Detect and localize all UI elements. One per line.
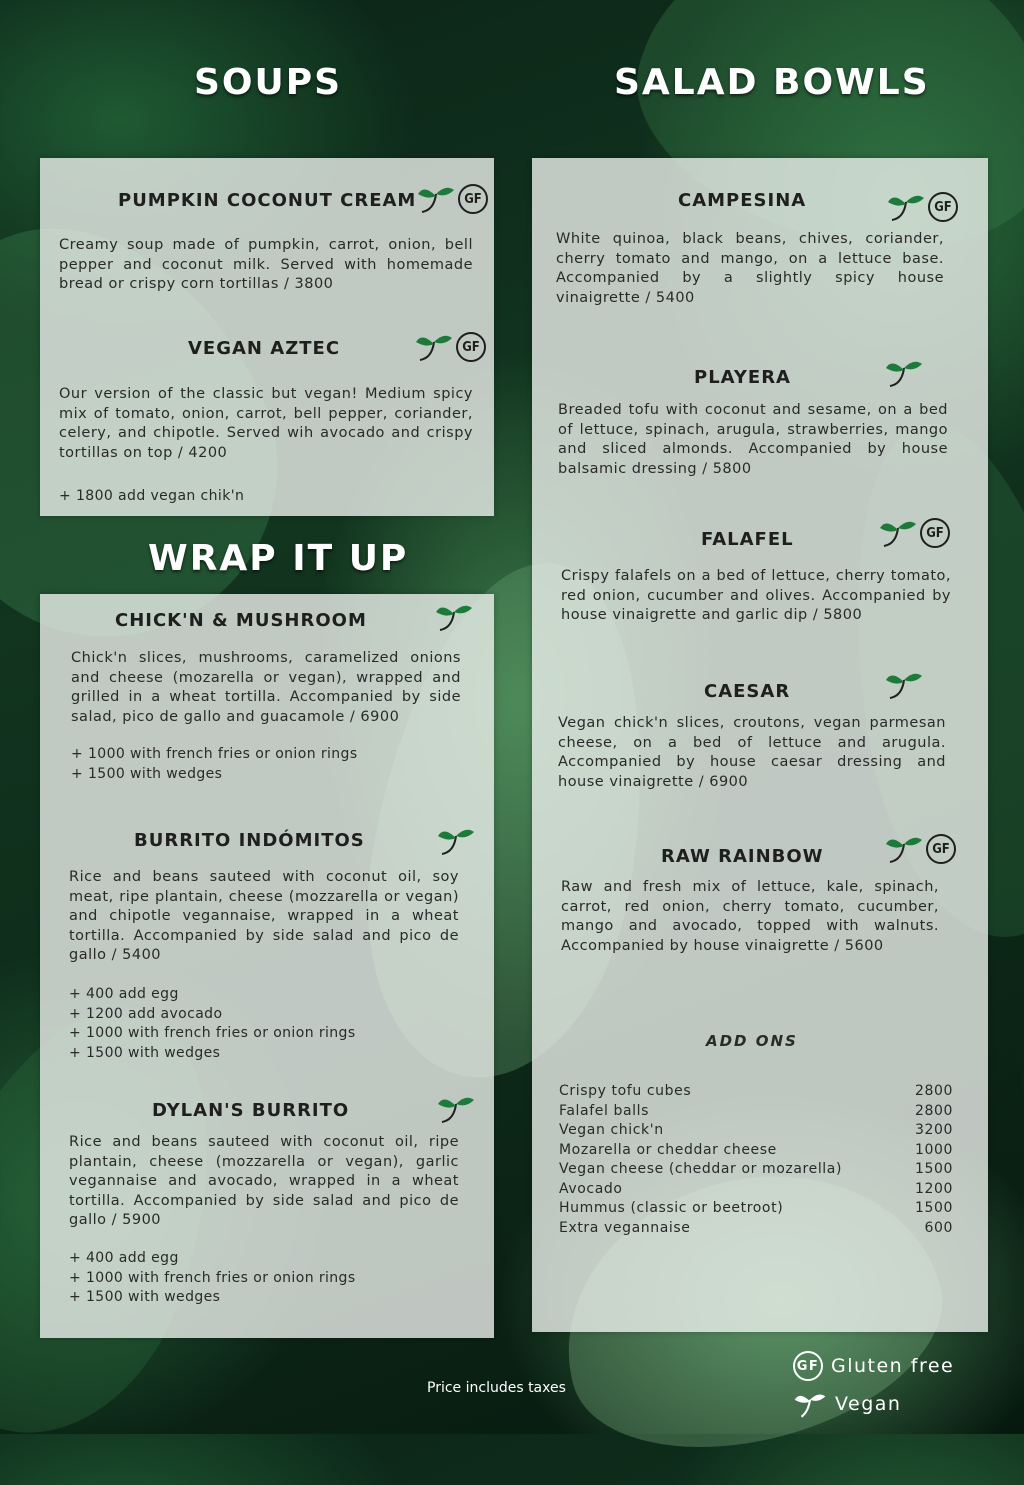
menu-item-extras bbox=[59, 487, 244, 507]
addon-price: 600 bbox=[924, 1219, 953, 1236]
wraps-panel bbox=[40, 594, 494, 1338]
salad-bowls-heading: SALAD BOWLS bbox=[614, 62, 930, 103]
addon-price: 3200 bbox=[914, 1122, 953, 1138]
wrap-it-up-heading: WRAP IT UP bbox=[148, 538, 409, 579]
menu-item-extras bbox=[69, 1249, 356, 1308]
extra-option: + 1000 with french fries or onion rings bbox=[69, 1025, 356, 1041]
menu-item-extras bbox=[69, 985, 356, 1063]
menu-item-title: FALAFEL bbox=[701, 529, 794, 550]
menu-item-description: Raw and fresh mix of lettuce, kale, spinach, carrot, red onion, cherry tomato, cucumber, mango and avocado, topped with walnuts. Accompanied by house vinaigrette / 5600 bbox=[561, 879, 939, 954]
sprout-icon bbox=[436, 1092, 476, 1126]
salad-bowls-panel bbox=[532, 158, 988, 1332]
addons-list bbox=[559, 1083, 953, 1243]
soups-panel bbox=[40, 158, 494, 516]
sprout-icon bbox=[884, 668, 924, 702]
item-badges bbox=[884, 832, 956, 866]
gluten-free-icon: GF bbox=[926, 834, 956, 864]
addon-price: 2800 bbox=[914, 1083, 953, 1099]
addon-price: 1000 bbox=[914, 1141, 953, 1158]
gluten-free-icon: GF bbox=[920, 518, 950, 548]
sprout-icon bbox=[416, 182, 456, 216]
item-badges bbox=[884, 356, 924, 390]
menu-item-title: PLAYERA bbox=[694, 367, 791, 388]
menu-item-description: Chick'n slices, mushrooms, caramelized onions and cheese (mozarella or vegan), wrapped and grilled in a wheat tortilla. Accompanied by side salad, pico de gallo and guacamole / 6900 bbox=[71, 650, 461, 725]
gluten-free-icon: GF bbox=[458, 184, 488, 214]
price-note: Price includes taxes bbox=[427, 1380, 566, 1396]
gluten-free-icon: GF bbox=[793, 1351, 823, 1381]
addon-name: Crispy tofu cubes bbox=[559, 1083, 692, 1099]
sprout-icon bbox=[884, 356, 924, 390]
soups-heading: SOUPS bbox=[194, 62, 343, 103]
addon-name: Vegan cheese (cheddar or mozarella) bbox=[559, 1161, 843, 1177]
addon-name: Hummus (classic or beetroot) bbox=[559, 1200, 784, 1216]
legend-gluten-free bbox=[793, 1349, 954, 1383]
addon-row bbox=[559, 1142, 953, 1158]
extra-option: + 1000 with french fries or onion rings bbox=[69, 1269, 356, 1286]
addon-name: Mozarella or cheddar cheese bbox=[559, 1141, 777, 1158]
addon-name: Vegan chick'n bbox=[559, 1122, 664, 1138]
addons-heading: ADD ONS bbox=[706, 1032, 798, 1050]
menu-item-description: Breaded tofu with coconut and sesame, on a bed of lettuce, spinach, arugula, strawberries, mango and sliced almonds. Accompanied by house balsamic dressing / 5800 bbox=[558, 402, 948, 477]
item-badges bbox=[434, 600, 474, 634]
menu-item-title: CAMPESINA bbox=[678, 190, 807, 211]
sprout-icon bbox=[434, 600, 474, 634]
extra-option: + 1500 with wedges bbox=[69, 1044, 221, 1061]
menu-item-description: Crispy falafels on a bed of lettuce, cherry tomato, red onion, cucumber and olives. Accompanied by house vinaigrette and garlic dip / 5800 bbox=[561, 568, 951, 623]
gluten-free-icon: GF bbox=[456, 332, 486, 362]
addon-row bbox=[559, 1200, 953, 1216]
addon-row bbox=[559, 1161, 953, 1177]
addon-row bbox=[559, 1220, 953, 1236]
item-badges bbox=[878, 516, 950, 550]
sprout-icon bbox=[884, 832, 924, 866]
menu-item-description: Vegan chick'n slices, croutons, vegan parmesan cheese, on a bed of lettuce and arugula. Accompanied by house caesar dressing and house vinaigrette / 6900 bbox=[558, 715, 946, 790]
addon-price: 1500 bbox=[914, 1200, 953, 1216]
addon-name: Avocado bbox=[559, 1180, 623, 1197]
item-badges bbox=[436, 1092, 476, 1126]
item-badges bbox=[436, 824, 476, 858]
addon-price: 1200 bbox=[914, 1180, 953, 1197]
menu-item-description: Our version of the classic but vegan! Medium spicy mix of tomato, onion, carrot, bell pepper, coriander, celery, and chipotle. Served wih avocado and crispy tortillas on top / 4200 bbox=[59, 386, 473, 461]
menu-item-extras bbox=[71, 745, 358, 784]
addon-name: Extra vegannaise bbox=[559, 1219, 691, 1236]
sprout-icon bbox=[878, 516, 918, 550]
extra-option: + 1200 add avocado bbox=[69, 1005, 223, 1022]
addon-price: 1500 bbox=[914, 1161, 953, 1177]
item-badges bbox=[414, 330, 486, 364]
item-badges bbox=[886, 190, 958, 224]
extra-option: + 1800 add vegan chik'n bbox=[59, 488, 245, 504]
extra-option: + 400 add egg bbox=[69, 986, 179, 1002]
extra-option: + 1500 with wedges bbox=[69, 1289, 221, 1305]
menu-item-description: Creamy soup made of pumpkin, carrot, onion, bell pepper and coconut milk. Served with homemade bread or crispy corn tortillas / 3800 bbox=[59, 237, 473, 292]
sprout-icon bbox=[793, 1389, 827, 1419]
menu-item-description: Rice and beans sauteed with coconut oil, ripe plantain, cheese (mozzarella or vegan), garlic vegannaise and avocado, wrapped in a wheat tortilla. Accompanied by side salad and pico de gallo / 5900 bbox=[69, 1134, 459, 1228]
menu-item-title: PUMPKIN COCONUT CREAM bbox=[118, 190, 417, 211]
addon-name: Falafel balls bbox=[559, 1102, 650, 1119]
item-badges bbox=[416, 182, 488, 216]
menu-item-title: BURRITO INDÓMITOS bbox=[134, 830, 365, 851]
legend-label: Vegan bbox=[835, 1393, 902, 1415]
menu-item-description: White quinoa, black beans, chives, coriander, cherry tomato and mango, on a lettuce base. Accompanied by a slightly spicy house vinaigrette / 5400 bbox=[556, 231, 944, 306]
menu-item-title: RAW RAINBOW bbox=[661, 846, 824, 867]
menu-item-description: Rice and beans sauteed with coconut oil, soy meat, ripe plantain, cheese (mozzarella or vegan) and chipotle vegannaise, wrapped in a wheat tortilla. Accompanied by side salad and pico de gallo / 5400 bbox=[69, 869, 459, 963]
addon-row bbox=[559, 1083, 953, 1099]
legend bbox=[793, 1349, 954, 1421]
menu-item-title: CAESAR bbox=[704, 681, 791, 702]
gluten-free-icon: GF bbox=[928, 192, 958, 222]
addon-row bbox=[559, 1181, 953, 1197]
addon-row bbox=[559, 1122, 953, 1138]
extra-option: + 400 add egg bbox=[69, 1250, 179, 1266]
addon-price: 2800 bbox=[914, 1102, 953, 1119]
sprout-icon bbox=[436, 824, 476, 858]
menu-item-title: CHICK'N & MUSHROOM bbox=[115, 610, 367, 631]
addon-row bbox=[559, 1103, 953, 1119]
menu-item-title: VEGAN AZTEC bbox=[188, 338, 341, 359]
extra-option: + 1000 with french fries or onion rings bbox=[71, 746, 358, 762]
menu-item-title: DYLAN'S BURRITO bbox=[152, 1100, 350, 1121]
sprout-icon bbox=[414, 330, 454, 364]
item-badges bbox=[884, 668, 924, 702]
extra-option: + 1500 with wedges bbox=[71, 765, 223, 782]
sprout-icon bbox=[886, 190, 926, 224]
legend-label: Gluten free bbox=[831, 1355, 955, 1377]
legend-vegan bbox=[793, 1387, 954, 1421]
